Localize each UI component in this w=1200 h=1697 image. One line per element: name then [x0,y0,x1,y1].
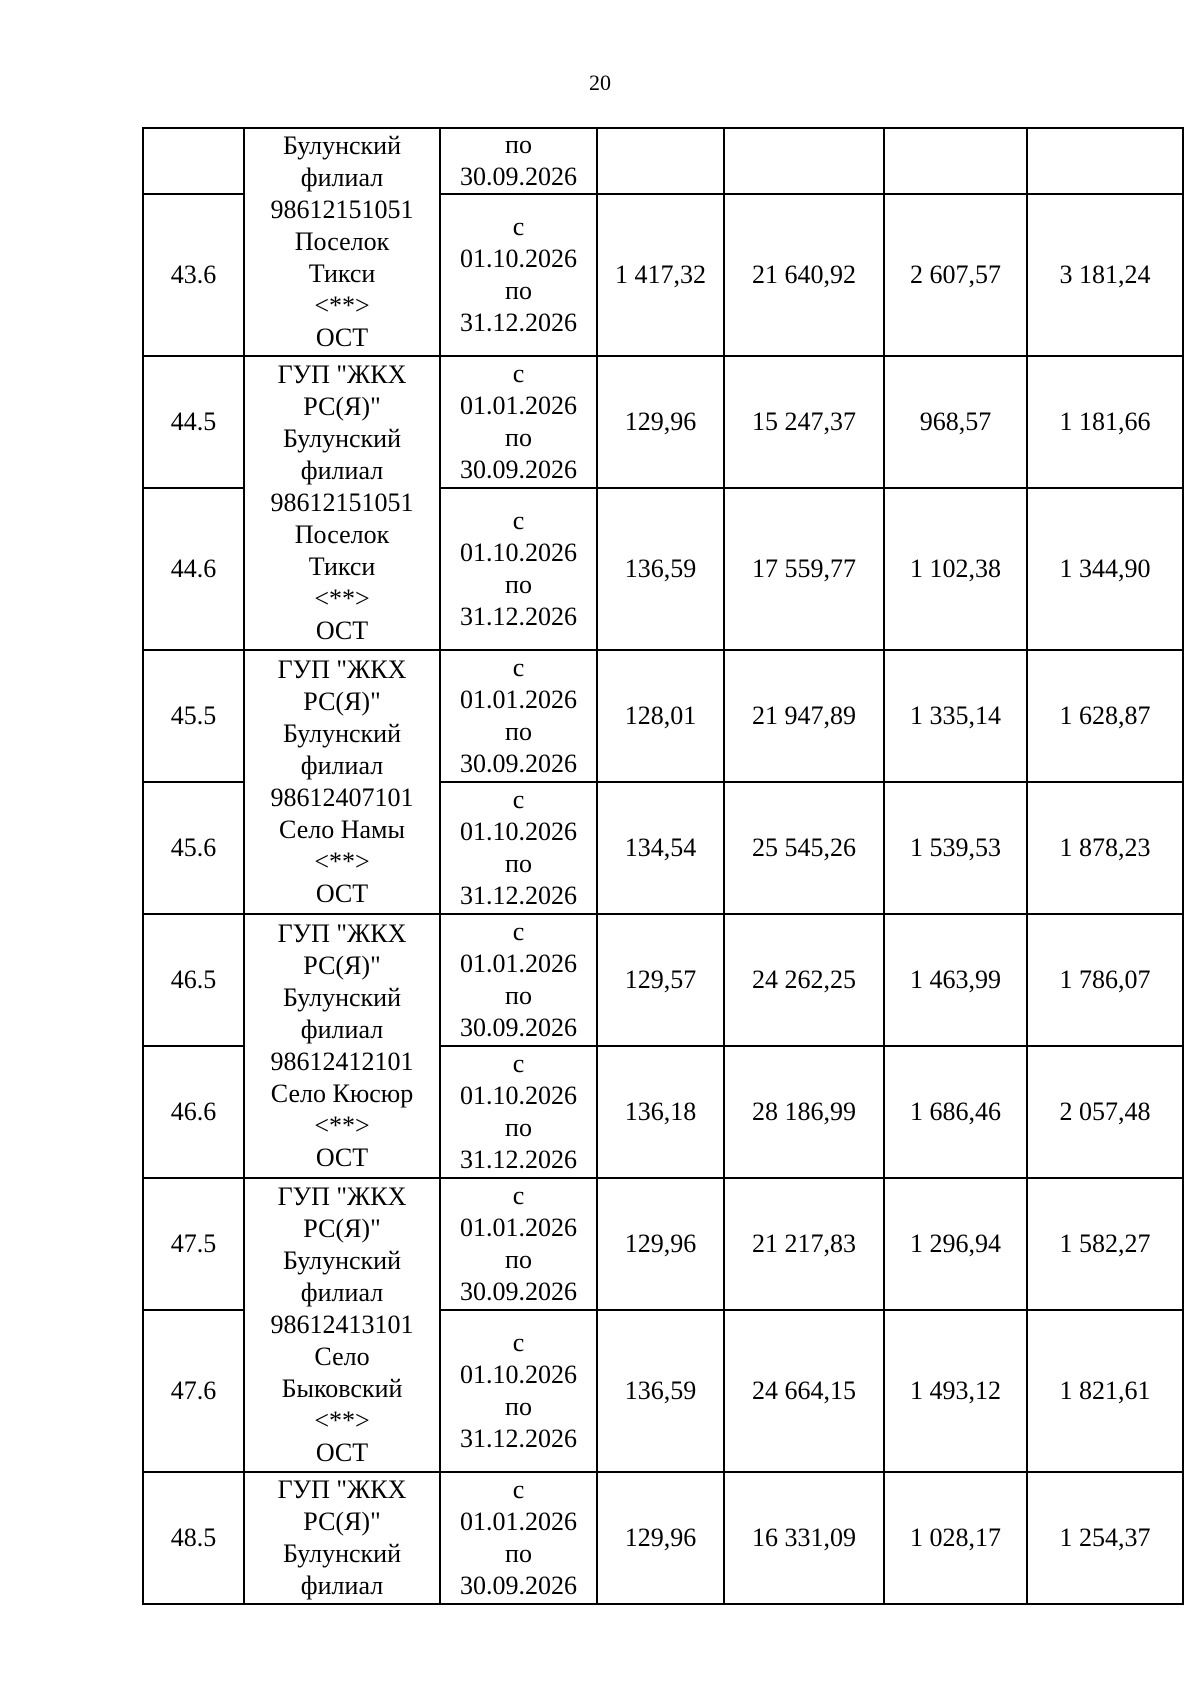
page-number: 20 [589,70,611,95]
value-cell: 1 582,27 [1027,1178,1183,1310]
organization-cell: ГУП "ЖКХ РС(Я)" Булунский филиал 98612412101 Село Кюсюр <**> ОСТ [244,914,440,1178]
value-cell: 1 539,53 [884,782,1027,914]
table-row [143,914,1183,1046]
value-cell: 1 181,66 [1027,356,1183,488]
table-row [143,1178,1183,1310]
value-cell: 17 559,77 [724,488,884,650]
value-cell: 25 545,26 [724,782,884,914]
tariff-table [142,127,1184,1605]
value-cell: 21 947,89 [724,650,884,782]
value-cell: 28 186,99 [724,1046,884,1178]
period-cell: с 01.10.2026 по 31.12.2026 [440,1046,597,1178]
value-cell: 129,57 [597,914,724,1046]
value-cell: 136,18 [597,1046,724,1178]
period-cell: с 01.10.2026 по 31.12.2026 [440,488,597,650]
row-number-cell: 46.5 [143,914,244,1046]
value-cell: 15 247,37 [724,356,884,488]
value-cell: 21 217,83 [724,1178,884,1310]
value-cell: 1 686,46 [884,1046,1027,1178]
value-cell: 1 254,37 [1027,1472,1183,1604]
row-number-cell: 47.6 [143,1310,244,1472]
value-cell: 1 028,17 [884,1472,1027,1604]
period-cell: с 01.01.2026 по 30.09.2026 [440,356,597,488]
period-cell: с 01.10.2026 по 31.12.2026 [440,1310,597,1472]
value-cell: 1 493,12 [884,1310,1027,1472]
table-row [143,1472,1183,1604]
value-cell: 968,57 [884,356,1027,488]
value-cell: 1 344,90 [1027,488,1183,650]
value-cell: 24 664,15 [724,1310,884,1472]
value-cell: 134,54 [597,782,724,914]
period-cell: с 01.01.2026 по 30.09.2026 [440,1472,597,1604]
row-number-cell [143,128,244,194]
value-cell: 129,96 [597,1178,724,1310]
value-cell [724,128,884,194]
row-number-cell: 44.5 [143,356,244,488]
table-row [143,128,1183,194]
row-number-cell: 47.5 [143,1178,244,1310]
value-cell: 21 640,92 [724,194,884,356]
period-cell: с 01.10.2026 по 31.12.2026 [440,194,597,356]
period-cell: с 01.01.2026 по 30.09.2026 [440,650,597,782]
value-cell: 2 607,57 [884,194,1027,356]
value-cell: 129,96 [597,356,724,488]
value-cell [597,128,724,194]
value-cell: 3 181,24 [1027,194,1183,356]
value-cell: 2 057,48 [1027,1046,1183,1178]
value-cell: 1 335,14 [884,650,1027,782]
organization-cell: Булунский филиал 98612151051 Поселок Тикси <**> ОСТ [244,128,440,356]
value-cell: 1 821,61 [1027,1310,1183,1472]
row-number-cell: 44.6 [143,488,244,650]
period-cell: с 01.10.2026 по 31.12.2026 [440,782,597,914]
value-cell: 136,59 [597,488,724,650]
row-number-cell: 48.5 [143,1472,244,1604]
row-number-cell: 45.6 [143,782,244,914]
organization-cell: ГУП "ЖКХ РС(Я)" Булунский филиал 98612151051 Поселок Тикси <**> ОСТ [244,356,440,650]
table-row [143,356,1183,488]
value-cell: 1 463,99 [884,914,1027,1046]
value-cell: 1 878,23 [1027,782,1183,914]
value-cell: 129,96 [597,1472,724,1604]
organization-cell: ГУП "ЖКХ РС(Я)" Булунский филиал 98612407101 Село Намы <**> ОСТ [244,650,440,914]
table-row [143,650,1183,782]
value-cell: 1 786,07 [1027,914,1183,1046]
value-cell: 1 628,87 [1027,650,1183,782]
row-number-cell: 45.5 [143,650,244,782]
value-cell: 16 331,09 [724,1472,884,1604]
organization-cell: ГУП "ЖКХ РС(Я)" Булунский филиал 98612413101 Село Быковский <**> ОСТ [244,1178,440,1472]
value-cell: 128,01 [597,650,724,782]
value-cell [1027,128,1183,194]
value-cell: 1 417,32 [597,194,724,356]
value-cell [884,128,1027,194]
organization-cell: ГУП "ЖКХ РС(Я)" Булунский филиал [244,1472,440,1604]
row-number-cell: 43.6 [143,194,244,356]
value-cell: 1 102,38 [884,488,1027,650]
value-cell: 1 296,94 [884,1178,1027,1310]
period-cell: по 30.09.2026 [440,128,597,194]
row-number-cell: 46.6 [143,1046,244,1178]
period-cell: с 01.01.2026 по 30.09.2026 [440,914,597,1046]
period-cell: с 01.01.2026 по 30.09.2026 [440,1178,597,1310]
value-cell: 24 262,25 [724,914,884,1046]
value-cell: 136,59 [597,1310,724,1472]
